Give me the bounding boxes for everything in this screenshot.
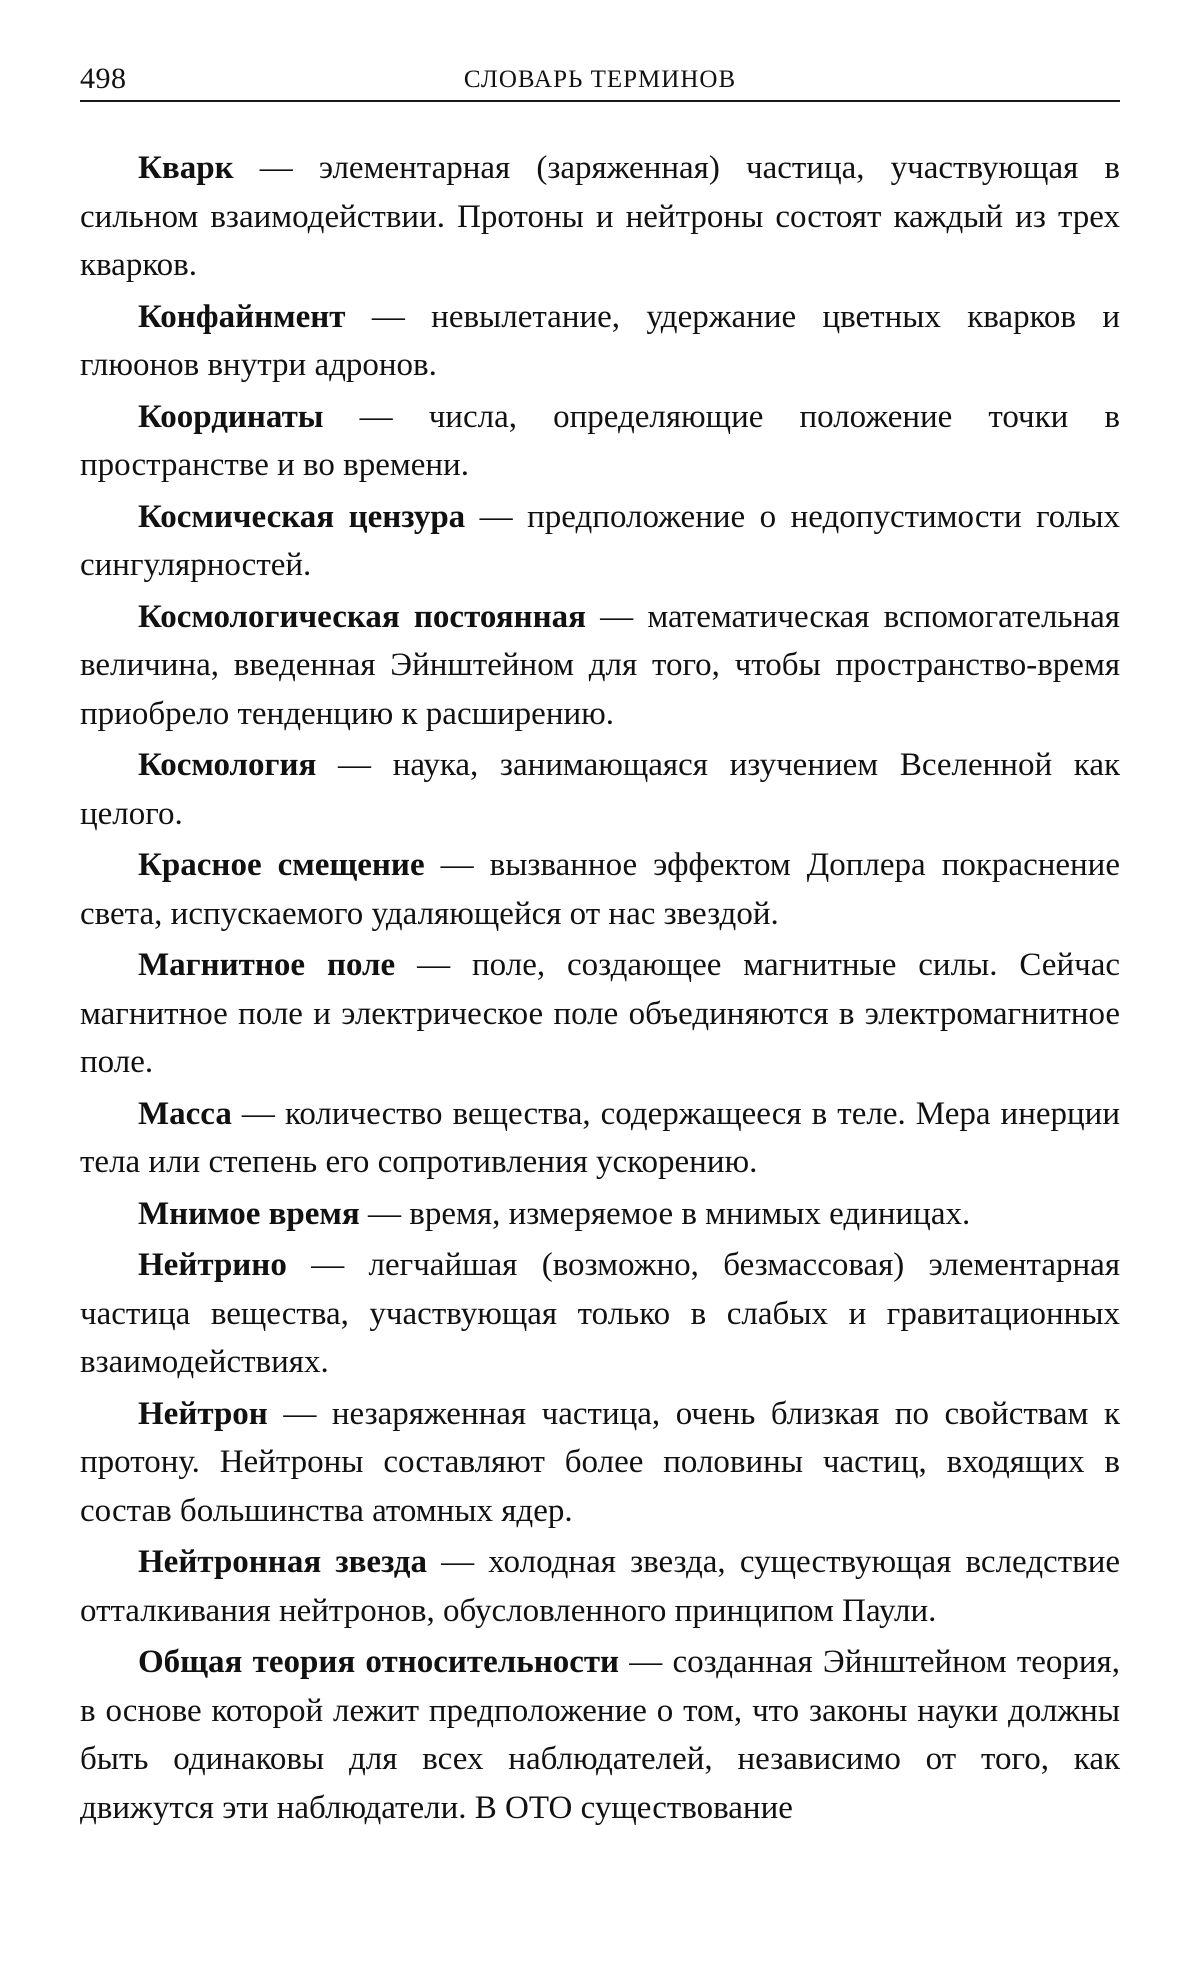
entry-term: Координаты	[138, 398, 324, 435]
entry-term: Нейтрино	[138, 1247, 287, 1283]
page-number: 498	[80, 62, 127, 95]
entry-definition: — математическая вспомогательная величина, введенная Эйнштейном для того, чтобы пространство-время приобрело тенденцию к расширению.	[80, 598, 1120, 732]
entry-term: Мнимое время	[138, 1195, 360, 1232]
glossary-entry	[80, 1090, 1120, 1187]
entry-term: Космическая цензура	[138, 498, 466, 535]
entry-definition: — незаряженная частица, очень близкая по свойствам к протону. Нейтроны составляют более половины частиц, входящих в состав большинства атомных ядер.	[80, 1395, 1120, 1529]
entry-term: Нейтрон	[138, 1395, 268, 1432]
entry-term: Магнитное поле	[138, 947, 396, 983]
entry-definition: — наука, занимающаяся изучением Вселенной как целого.	[80, 747, 1120, 832]
entry-definition: — количество вещества, содержащееся в теле. Мера инерции тела или степень его сопротивления ускорению.	[80, 1095, 1120, 1180]
glossary-entry	[80, 1241, 1120, 1387]
entry-term: Космологическая постоянная	[138, 598, 586, 635]
glossary-entry	[80, 741, 1120, 838]
entry-definition: — созданная Эйнштейном теория, в основе которой лежит предположение о том, что законы науки должны быть одинаковы для всех наблюдателей, независимо от того, как движутся эти наблюдатели. В ОТО существование	[80, 1644, 1120, 1826]
entry-definition: — холодная звезда, существующая вследствие отталкивания нейтронов, обусловленного принципом Паули.	[80, 1544, 1121, 1629]
glossary-entry	[80, 1638, 1120, 1832]
glossary-entry	[80, 293, 1120, 390]
entry-definition: — легчайшая (возможно, безмассовая) элементарная частица вещества, участвующая только в слабых и гравитационных взаимодействиях.	[80, 1247, 1120, 1380]
entry-term: Конфайнмент	[138, 298, 346, 335]
entry-definition: — невылетание, удержание цветных кварков и глюонов внутри адронов.	[80, 298, 1120, 383]
entry-definition: — предположение о недопустимости голых сингулярностей.	[80, 498, 1120, 583]
glossary-entry	[80, 1538, 1120, 1635]
glossary-entry	[80, 1190, 1120, 1239]
entry-term: Масса	[138, 1095, 232, 1132]
glossary-entry	[80, 593, 1120, 739]
entry-term: Красное смещение	[138, 847, 425, 883]
glossary-entry	[80, 941, 1120, 1087]
glossary-entry	[80, 393, 1120, 490]
entry-term: Космология	[138, 747, 317, 783]
entry-term: Кварк	[138, 150, 234, 186]
running-title: СЛОВАРЬ ТЕРМИНОВ	[463, 66, 737, 93]
page-header	[80, 60, 1120, 102]
entry-definition: — вызванное эффектом Доплера покраснение света, испускаемого удаляющейся от нас звездой.	[80, 847, 1120, 932]
glossary-entry	[80, 493, 1120, 590]
entry-term: Нейтронная звезда	[138, 1544, 427, 1580]
entry-definition: — элементарная (заряженная) частица, участвующая в сильном взаимодействии. Протоны и нейтроны состоят каждый из трех кварков.	[80, 150, 1120, 283]
glossary-entry	[80, 144, 1120, 290]
glossary-entry	[80, 841, 1120, 938]
entry-definition: — поле, создающее магнитные силы. Сейчас магнитное поле и электрическое поле объединяются в электромагнитное поле.	[80, 947, 1120, 1080]
entry-definition: — числа, определяющие положение точки в пространстве и во времени.	[80, 398, 1120, 483]
entry-term: Общая теория относительности	[138, 1644, 620, 1680]
glossary-entries	[80, 144, 1120, 1832]
entry-definition: — время, измеряемое в мнимых единицах.	[359, 1195, 971, 1232]
glossary-entry	[80, 1390, 1120, 1536]
book-page	[80, 60, 1120, 1835]
